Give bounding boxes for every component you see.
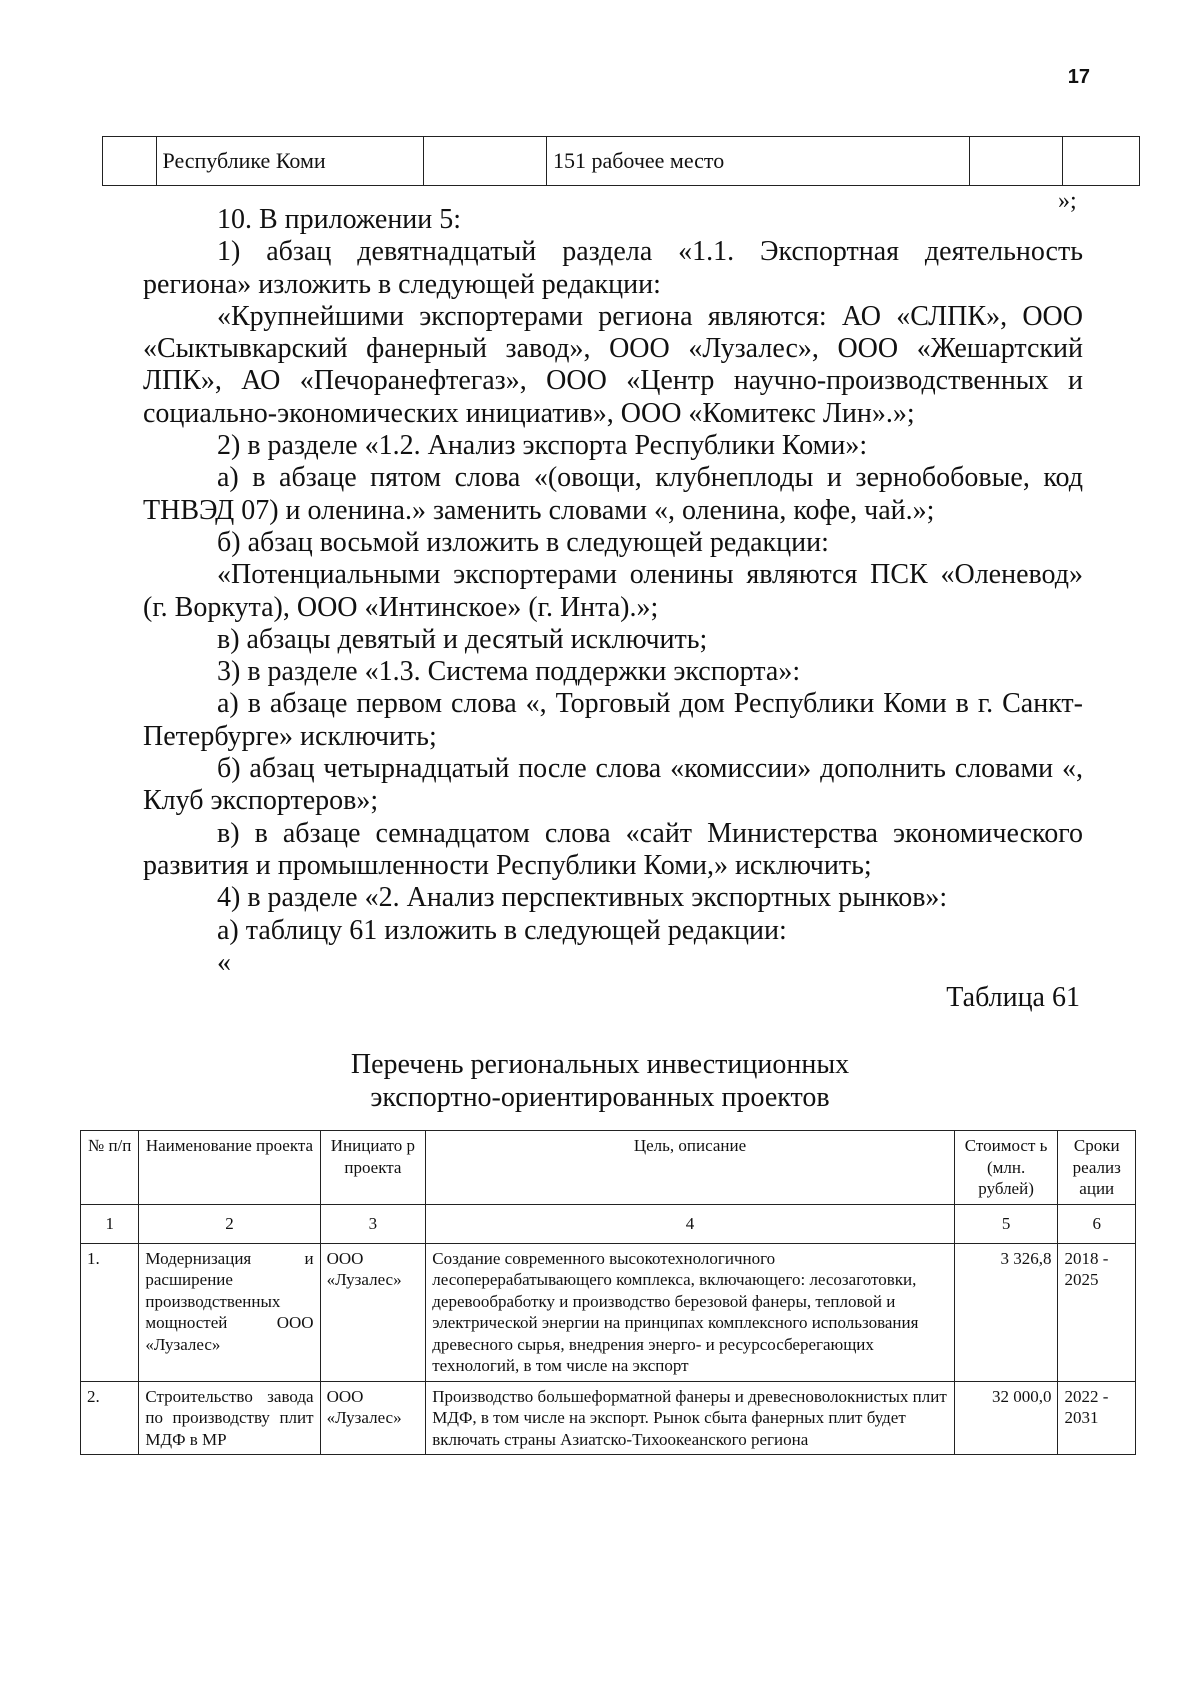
table-cell: [424, 137, 547, 186]
continuation-table: [102, 136, 1140, 186]
paragraph: в) абзацы девятый и десятый исключить;: [217, 623, 708, 655]
paragraph: «Потенциальными экспортерами оленины являются ПСК «Оленевод» (г. Воркута), ООО «Интинское» (г. Инта).»;: [143, 559, 1083, 623]
column-number-row: [81, 1204, 1136, 1243]
header-cell: Инициато р проекта: [320, 1131, 426, 1205]
closing-quote: »;: [1058, 188, 1077, 214]
paragraph: а) таблицу 61 изложить в следующей редакции:: [217, 914, 787, 946]
table-cell: 5: [954, 1204, 1058, 1243]
table-cell: Строительство завода по производству плит МДФ в МР: [139, 1381, 320, 1455]
header-cell: Наименование проекта: [139, 1131, 320, 1205]
table-row: [103, 137, 1140, 186]
table-cell: Производство большеформатной фанеры и древесноволокнистых плит МДФ, в том числе на экспорт. Рынок сбыта фанерных плит будет включать страны Азиатско-Тихоокеанского региона: [426, 1381, 955, 1455]
table-cell: [103, 137, 157, 186]
table-cell: 4: [426, 1204, 955, 1243]
paragraph: 2) в разделе «1.2. Анализ экспорта Республики Коми»:: [217, 430, 868, 462]
paragraph: б) абзац четырнадцатый после слова «комиссии» дополнить словами «, Клуб экспортеров»;: [143, 753, 1083, 817]
paragraph: а) в абзаце пятом слова «(овощи, клубнеплоды и зернобобовые, код ТНВЭД 07) и оленина.» заменить словами «, оленина, кофе, чай.»;: [143, 462, 1083, 526]
table-cell: 1: [81, 1204, 139, 1243]
table-cell: ООО «Лузалес»: [320, 1381, 426, 1455]
paragraph: 4) в разделе «2. Анализ перспективных экспортных рынков»:: [217, 882, 948, 914]
table-row: [81, 1243, 1136, 1381]
table-cell: ООО «Лузалес»: [320, 1243, 426, 1381]
table-title-line: Перечень региональных инвестиционных: [350, 1049, 850, 1080]
table-cell: 1.: [81, 1243, 139, 1381]
paragraph: 10. В приложении 5:: [217, 204, 462, 235]
table-cell: Модернизация и расширение производственных мощностей ООО «Лузалес»: [139, 1243, 320, 1381]
paragraph: а) в абзаце первом слова «, Торговый дом Республики Коми в г. Санкт-Петербурге» исключить;: [143, 688, 1083, 752]
table-title: [200, 1048, 1000, 1114]
table-title-line: экспортно-ориентированных проектов: [370, 1082, 830, 1113]
table-row: [81, 1381, 1136, 1455]
table-cell: Создание современного высокотехнологичного лесоперерабатывающего комплекса, включающего: лесозаготовки, деревообработку и производство березовой фанеры, тепловой и электрической энергии на принципах комплексного использования древесного сырья, внедрения энерго- и ресурсосберегающих технологий, в том числе на экспорт: [426, 1243, 955, 1381]
table-header-row: [81, 1131, 1136, 1205]
paragraph: «: [217, 946, 231, 978]
table-cell: 32 000,0: [954, 1381, 1058, 1455]
page-number: 17: [1067, 66, 1090, 88]
table-cell: 2018 - 2025: [1058, 1243, 1136, 1381]
table-cell: 6: [1058, 1204, 1136, 1243]
table-cell: 151 рабочее место: [546, 137, 969, 186]
table-cell: [1063, 137, 1140, 186]
table-cell: [969, 137, 1062, 186]
table-label: Таблица 61: [946, 982, 1080, 1013]
paragraph: в) в абзаце семнадцатом слова «сайт Министерства экономического развития и промышленности Республики Коми,» исключить;: [143, 817, 1083, 881]
table-cell: Республике Коми: [156, 137, 424, 186]
table-cell: 2.: [81, 1381, 139, 1455]
table-cell: 2: [139, 1204, 320, 1243]
projects-table: [80, 1130, 1136, 1455]
paragraph: «Крупнейшими экспортерами региона являются: АО «СЛПК», ООО «Сыктывкарский фанерный завод», ООО «Лузалес», ООО «Жешартский ЛПК», АО «Печоранефтегаз», ООО «Центр научно-производственных и социально-экономических инициатив», ООО «Комитекс Лин».»;: [143, 300, 1083, 429]
paragraph: 3) в разделе «1.3. Система поддержки экспорта»:: [217, 656, 801, 688]
header-cell: № п/п: [81, 1131, 139, 1205]
header-cell: Сроки реализ ации: [1058, 1131, 1136, 1205]
table-cell: 2022 - 2031: [1058, 1381, 1136, 1455]
paragraph: 1) абзац девятнадцатый раздела «1.1. Экспортная деятельность региона» изложить в следующей редакции:: [143, 236, 1083, 300]
table-cell: 3 326,8: [954, 1243, 1058, 1381]
header-cell: Цель, описание: [426, 1131, 955, 1205]
paragraph: б) абзац восьмой изложить в следующей редакции:: [217, 526, 829, 558]
amendment-text: [143, 204, 1083, 979]
header-cell: Стоимост ь (млн. рублей): [954, 1131, 1058, 1205]
table-cell: 3: [320, 1204, 426, 1243]
